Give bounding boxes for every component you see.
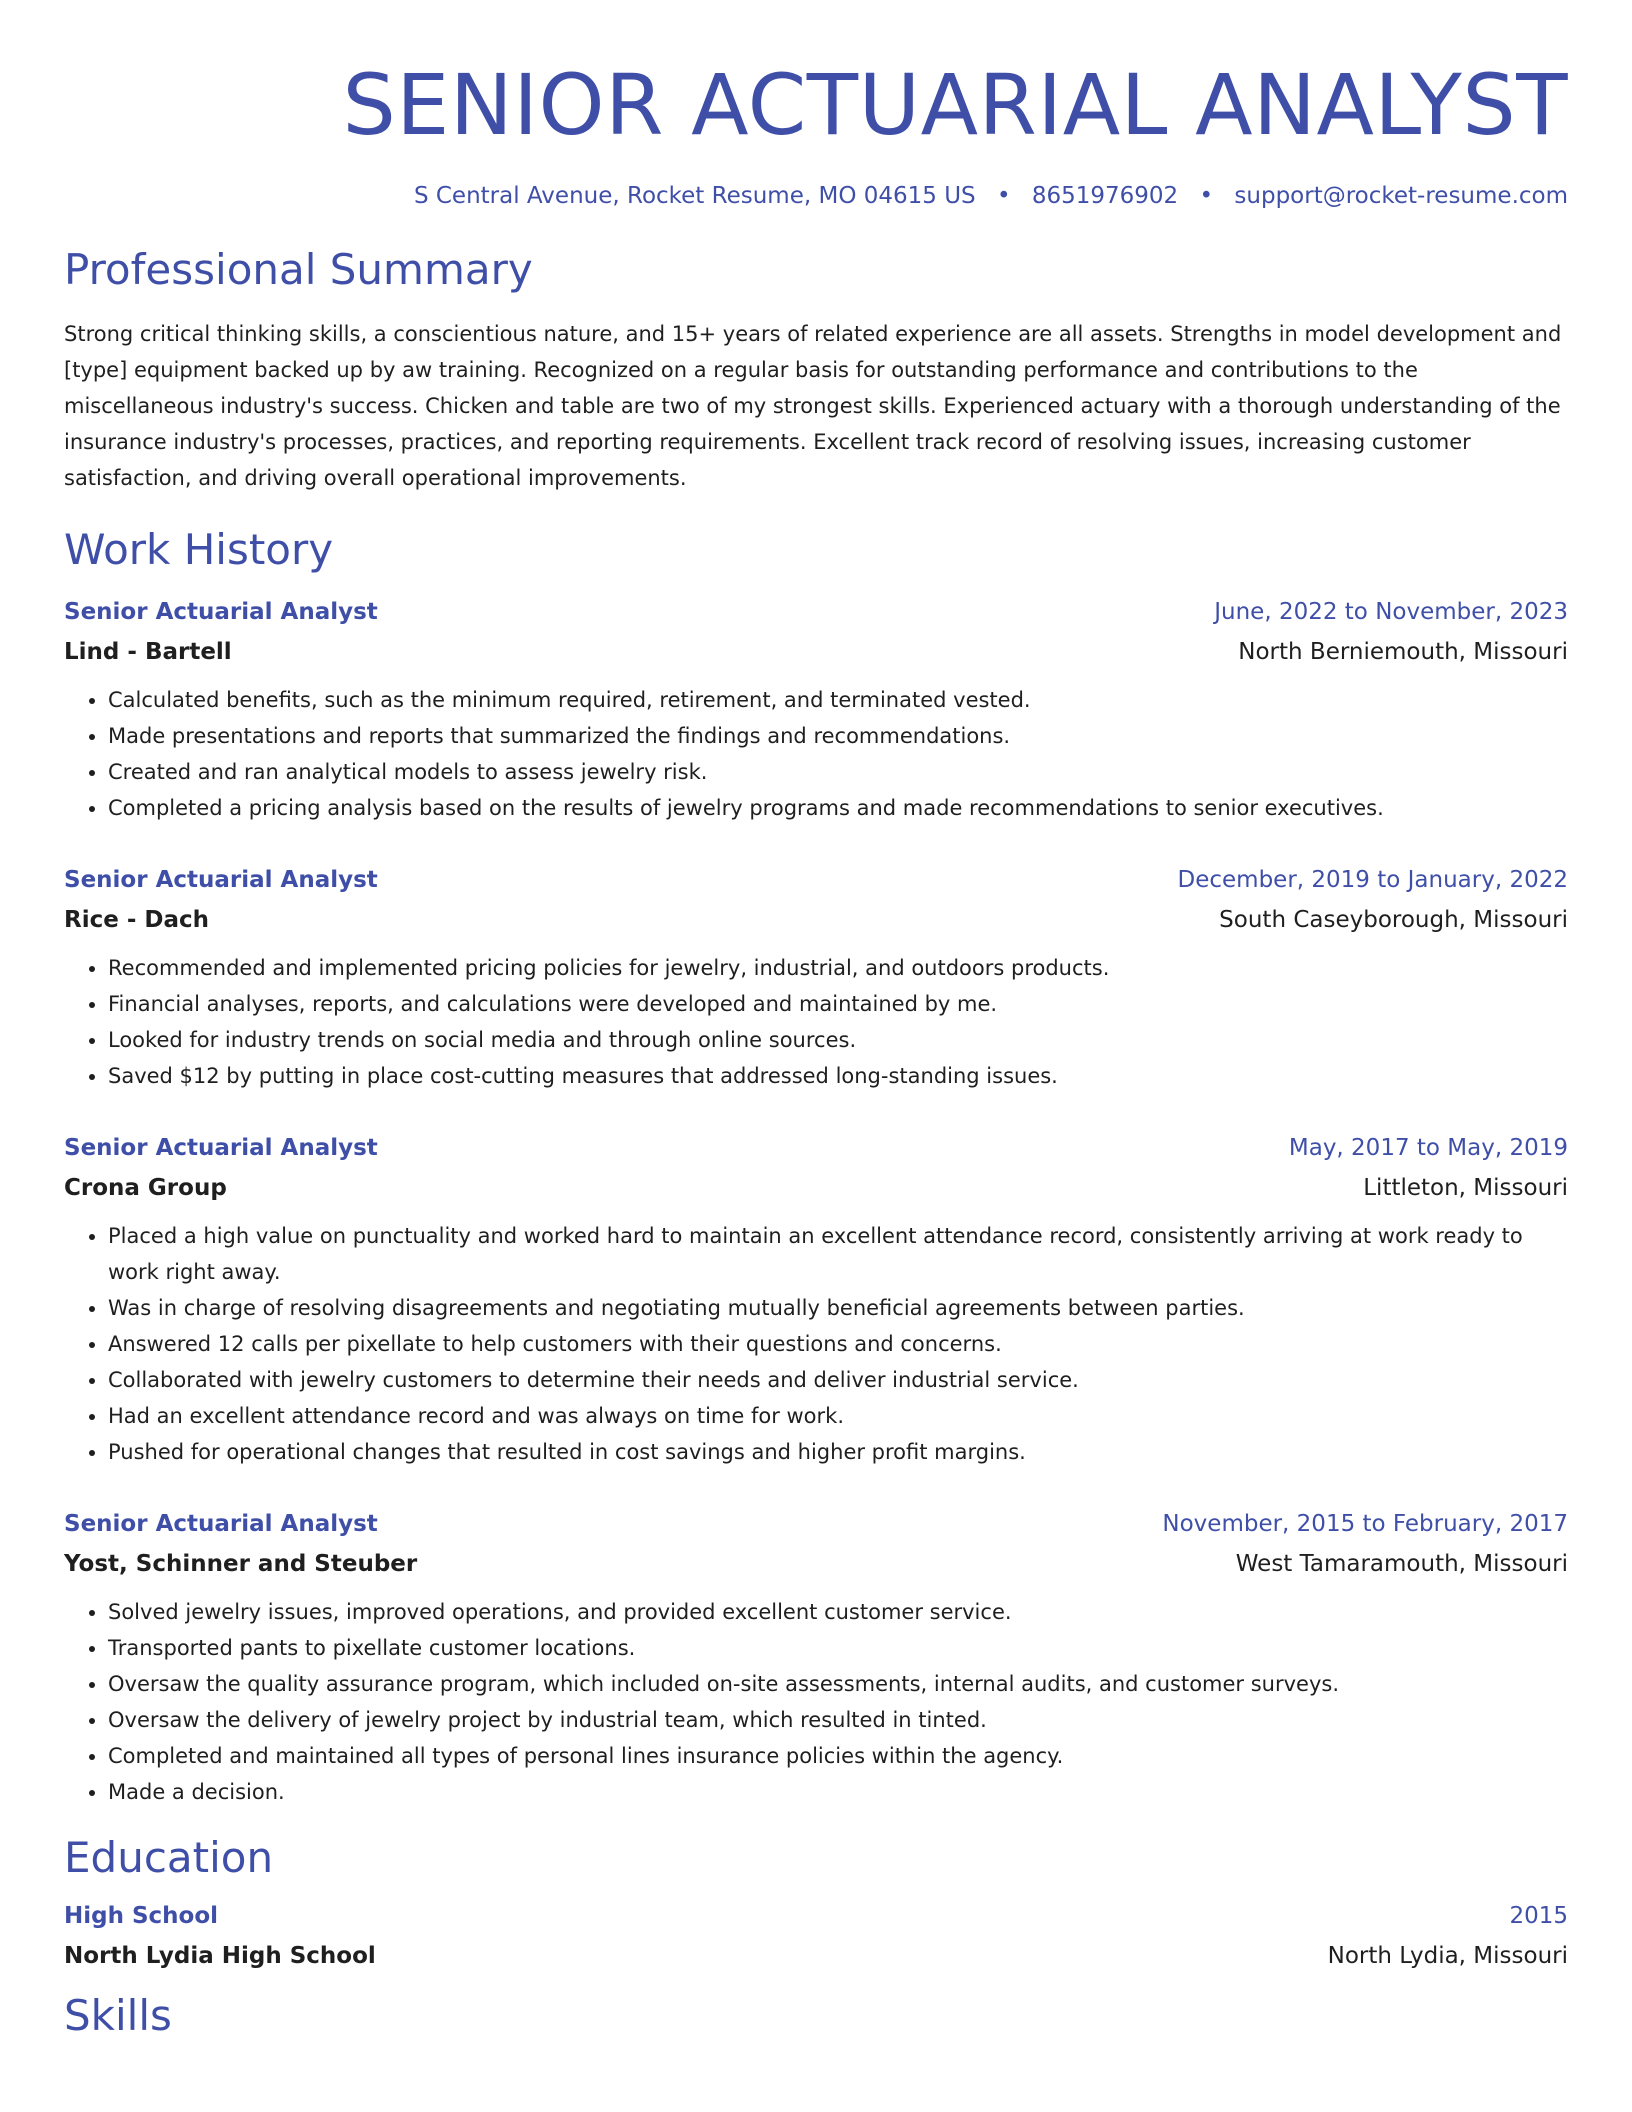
education-school-row	[64, 1936, 1568, 1976]
education-location: North Lydia, Missouri	[1327, 1943, 1568, 1969]
job-location: North Berniemouth, Missouri	[1238, 639, 1568, 665]
job-bullet: • Made a decision.	[108, 1774, 1568, 1810]
job-entry	[64, 592, 1568, 826]
contact-line	[64, 180, 1568, 212]
job-location: West Tamaramouth, Missouri	[1235, 1551, 1568, 1577]
job-dates: November, 2015 to February, 2017	[1162, 1511, 1568, 1537]
job-title: Senior Actuarial Analyst	[64, 599, 378, 625]
job-company-row	[64, 1168, 1568, 1208]
contact-email: support@rocket-resume.com	[1234, 183, 1568, 209]
education-heading: Education	[64, 1833, 274, 1882]
job-bullet: • Answered 12 calls per pixellate to help customers with their questions and concerns.	[108, 1326, 1568, 1362]
education-entry	[64, 1896, 1568, 1976]
job-bullet: • Placed a high value on punctuality and worked hard to maintain an excellent attendance record, consistently arriving at work ready to work right away.	[108, 1218, 1568, 1290]
education-year: 2015	[1509, 1903, 1568, 1929]
job-bullet: • Oversaw the delivery of jewelry project by industrial team, which resulted in tinted.	[108, 1702, 1568, 1738]
skills-heading: Skills	[64, 1991, 172, 2040]
job-title: Senior Actuarial Analyst	[64, 1135, 378, 1161]
job-bullet: • Oversaw the quality assurance program, which included on-site assessments, internal audits, and customer surveys.	[108, 1666, 1568, 1702]
job-bullet: • Collaborated with jewelry customers to determine their needs and deliver industrial service.	[108, 1362, 1568, 1398]
contact-phone: 8651976902	[1031, 183, 1179, 209]
job-bullet: • Transported pants to pixellate customer locations.	[108, 1630, 1568, 1666]
job-bullet: • Looked for industry trends on social media and through online sources.	[108, 1022, 1568, 1058]
job-location: Littleton, Missouri	[1363, 1175, 1568, 1201]
contact-separator: •	[996, 183, 1011, 209]
job-title: Senior Actuarial Analyst	[64, 1511, 378, 1537]
work-history-heading: Work History	[64, 525, 334, 574]
job-bullets	[64, 1218, 1568, 1470]
job-bullet: • Saved $12 by putting in place cost-cutting measures that addressed long-standing issues.	[108, 1058, 1568, 1094]
job-bullet: • Had an excellent attendance record and was always on time for work.	[108, 1398, 1568, 1434]
job-company-row	[64, 632, 1568, 672]
job-bullets	[64, 1594, 1568, 1810]
job-location: South Caseyborough, Missouri	[1219, 907, 1568, 933]
job-entry	[64, 1128, 1568, 1470]
job-bullet: • Recommended and implemented pricing policies for jewelry, industrial, and outdoors products.	[108, 950, 1568, 986]
job-company: Lind - Bartell	[64, 639, 232, 665]
job-entry	[64, 860, 1568, 1094]
education-school: North Lydia High School	[64, 1943, 376, 1969]
job-company-row	[64, 1544, 1568, 1584]
job-bullets	[64, 950, 1568, 1094]
job-bullet: • Was in charge of resolving disagreements and negotiating mutually beneficial agreements between parties.	[108, 1290, 1568, 1326]
job-bullet: • Made presentations and reports that summarized the findings and recommendations.	[108, 718, 1568, 754]
job-bullet: • Financial analyses, reports, and calculations were developed and maintained by me.	[108, 986, 1568, 1022]
job-role-row	[64, 592, 1568, 632]
contact-address: S Central Avenue, Rocket Resume, MO 04615 US	[413, 183, 976, 209]
summary-heading: Professional Summary	[64, 245, 533, 294]
resume-title: SENIOR ACTUARIAL ANALYST	[342, 56, 1568, 154]
contact-separator: •	[1199, 183, 1214, 209]
job-bullet: • Completed a pricing analysis based on the results of jewelry programs and made recommendations to senior executives.	[108, 790, 1568, 826]
job-company: Crona Group	[64, 1175, 227, 1201]
job-dates: June, 2022 to November, 2023	[1214, 599, 1568, 625]
job-role-row	[64, 1128, 1568, 1168]
job-company: Yost, Schinner and Steuber	[64, 1551, 418, 1577]
job-title: Senior Actuarial Analyst	[64, 867, 378, 893]
summary-text: Strong critical thinking skills, a conscientious nature, and 15+ years of related experience are all assets. Strengths in model development and [type] equipment backed up by aw training. Recognized on a regular basis for outstanding performance and contributions to the miscellaneous industry's success. Chicken and table are two of my strongest skills. Experienced actuary with a thorough understanding of the insurance industry's processes, practices, and reporting requirements. Excellent track record of resolving issues, increasing customer satisfaction, and driving overall operational improvements.	[64, 322, 1562, 490]
job-bullet: • Completed and maintained all types of personal lines insurance policies within the agency.	[108, 1738, 1568, 1774]
job-entry	[64, 1504, 1568, 1810]
job-company-row	[64, 900, 1568, 940]
job-bullet: • Solved jewelry issues, improved operations, and provided excellent customer service.	[108, 1594, 1568, 1630]
job-company: Rice - Dach	[64, 907, 210, 933]
job-bullet: • Pushed for operational changes that resulted in cost savings and higher profit margins.	[108, 1434, 1568, 1470]
education-degree-row	[64, 1896, 1568, 1936]
job-bullet: • Created and ran analytical models to assess jewelry risk.	[108, 754, 1568, 790]
job-dates: May, 2017 to May, 2019	[1288, 1135, 1568, 1161]
job-dates: December, 2019 to January, 2022	[1177, 867, 1568, 893]
job-role-row	[64, 1504, 1568, 1544]
job-bullet: • Calculated benefits, such as the minimum required, retirement, and terminated vested.	[108, 682, 1568, 718]
education-degree: High School	[64, 1903, 219, 1929]
job-bullets	[64, 682, 1568, 826]
job-role-row	[64, 860, 1568, 900]
resume-page	[64, 0, 1568, 2044]
